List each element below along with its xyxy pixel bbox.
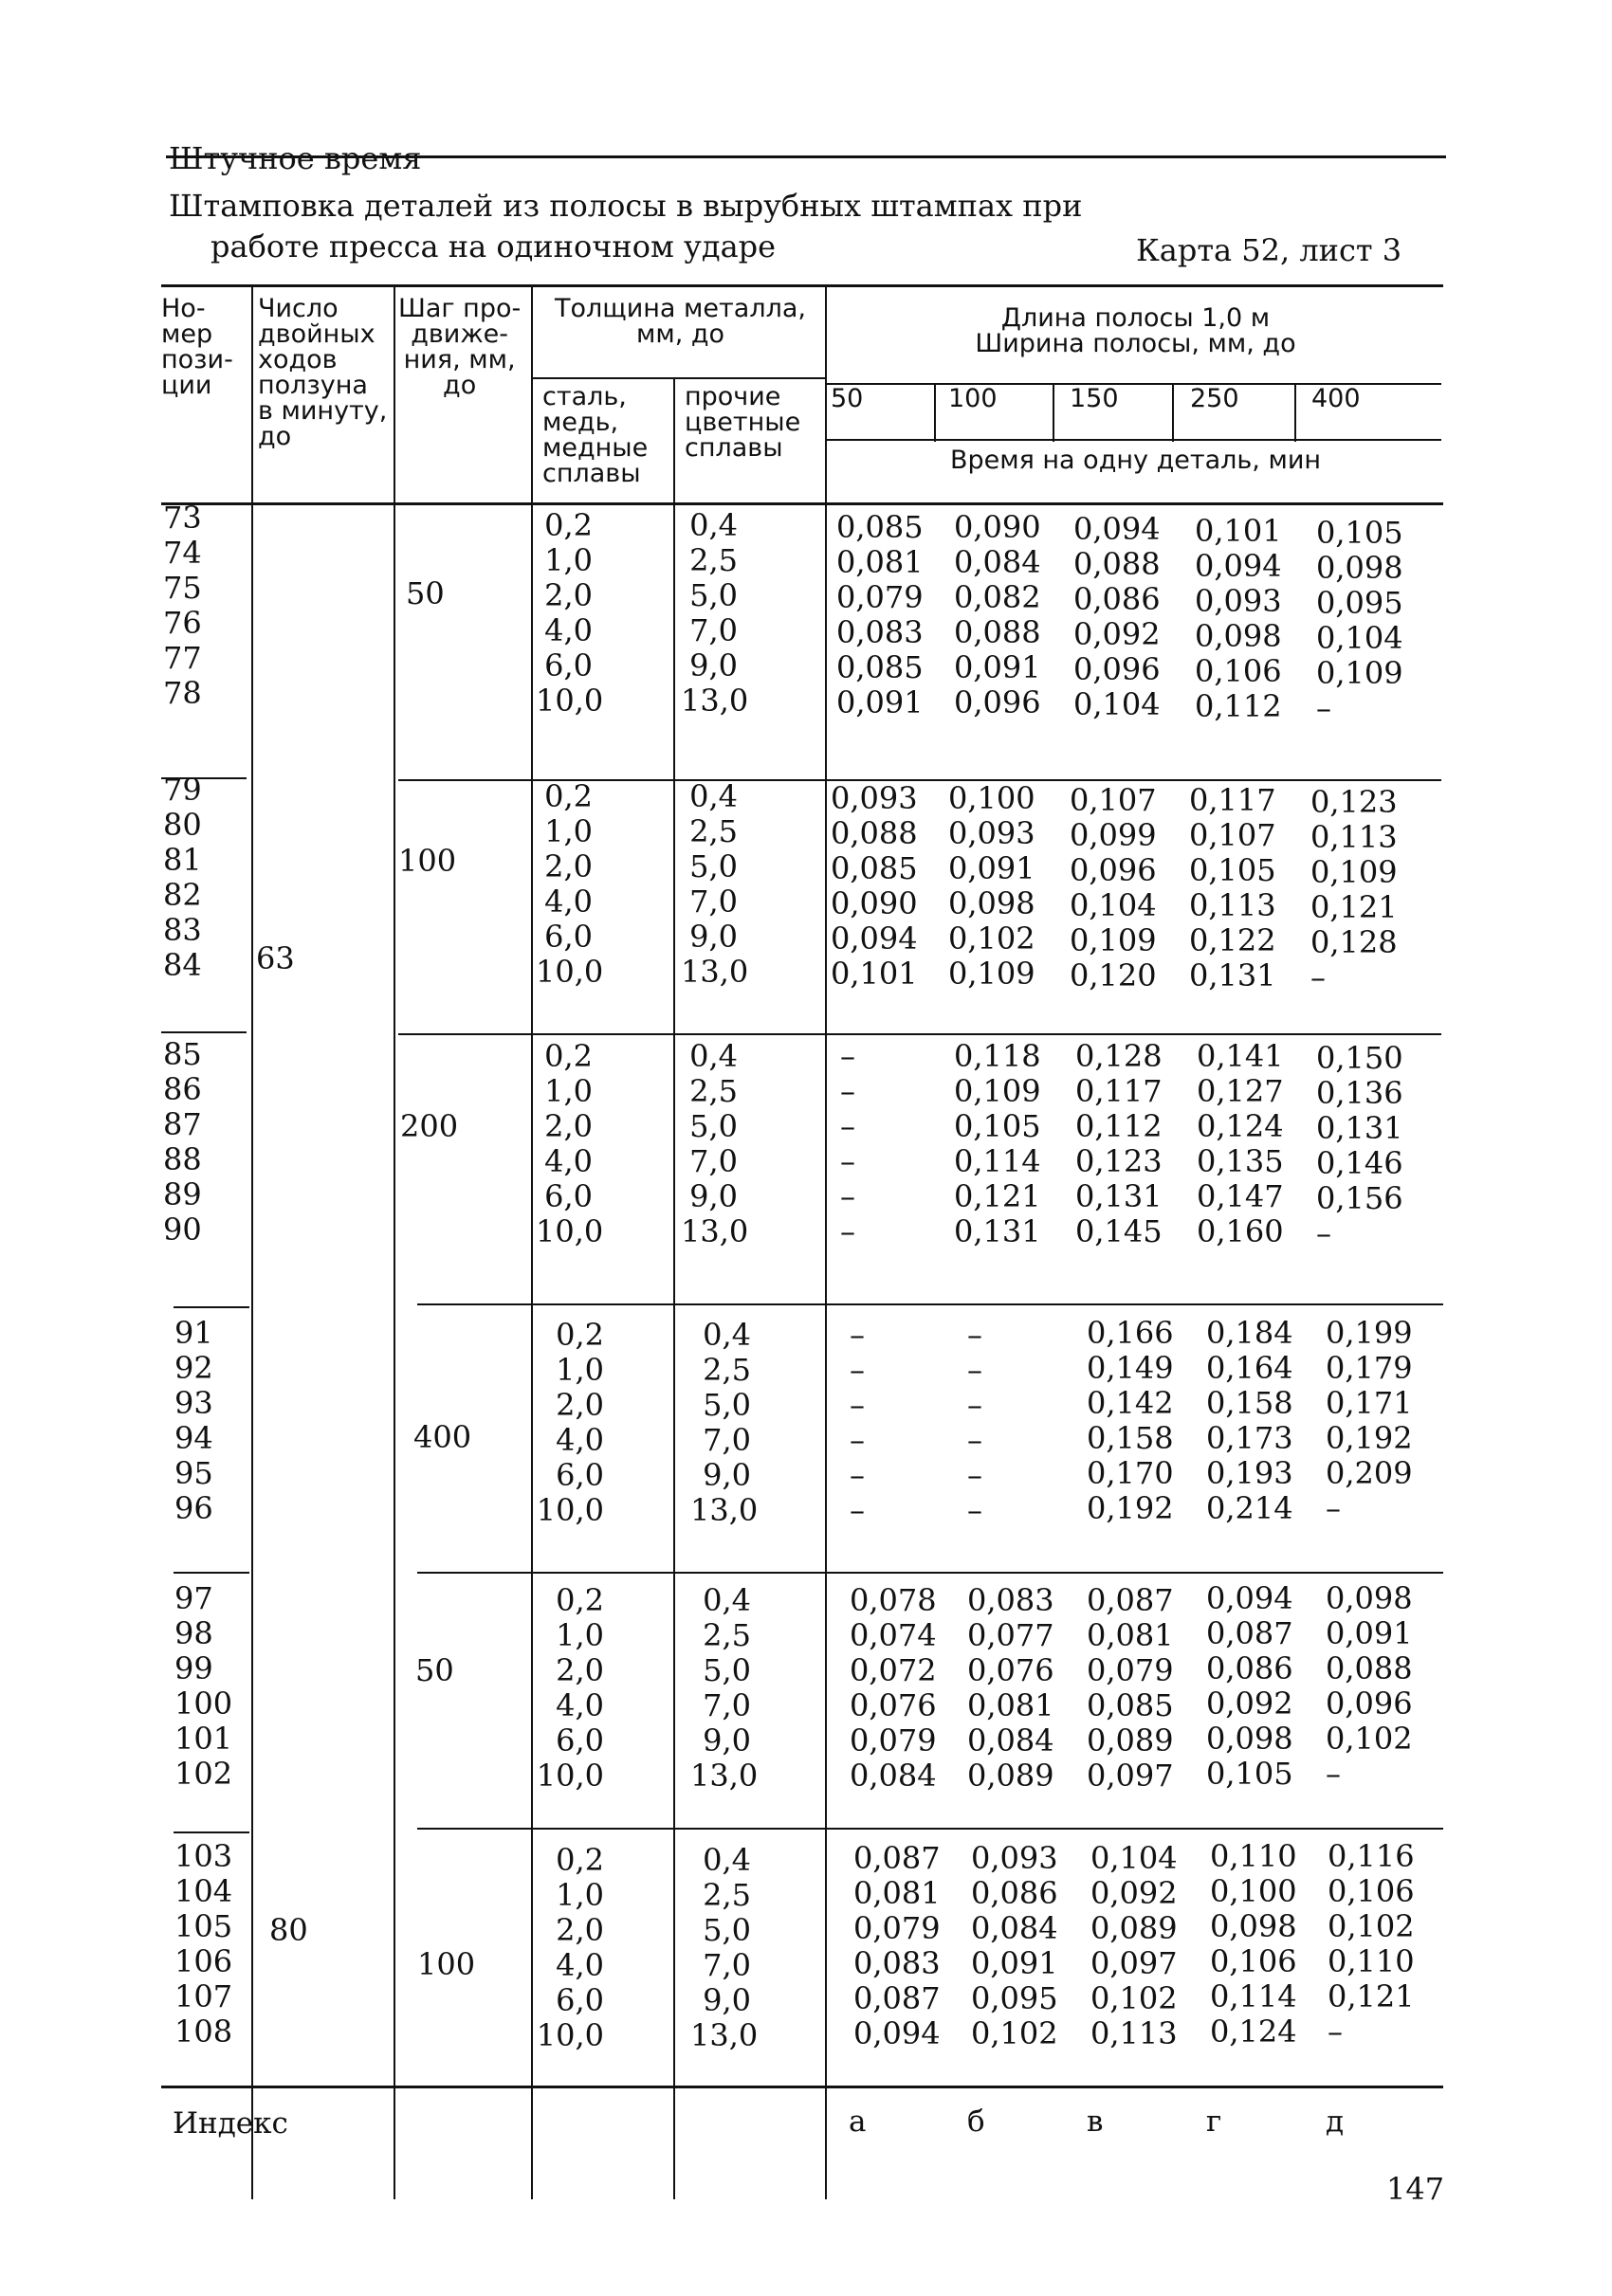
page-title: Штучное время [169, 140, 422, 176]
positions-91-96: 91 92 93 94 95 96 [174, 1315, 213, 1526]
time-d: 0,116 0,106 0,102 0,110 0,121 – [1328, 1838, 1415, 2050]
steel-thickness: 0,2 1,0 2,0 4,0 6,0 10,0 [536, 778, 604, 990]
index-d: д [1326, 2105, 1345, 2139]
time-v: 0,107 0,099 0,096 0,104 0,109 0,120 [1070, 782, 1157, 993]
time-b: 0,100 0,093 0,091 0,098 0,102 0,109 [948, 780, 1035, 992]
step-50: 50 [406, 575, 445, 611]
time-d: 0,123 0,113 0,109 0,121 0,128 – [1310, 784, 1398, 995]
time-v: 0,094 0,088 0,086 0,092 0,096 0,104 [1073, 511, 1161, 722]
col-header-length: Длина полосы 1,0 м Ширина полосы, мм, до [975, 303, 1296, 358]
time-d: 0,199 0,179 0,171 0,192 0,209 – [1326, 1315, 1413, 1526]
time-d: 0,150 0,136 0,131 0,146 0,156 – [1316, 1040, 1403, 1251]
steel-thickness: 0,2 1,0 2,0 4,0 6,0 10,0 [536, 1842, 604, 2053]
time-g: 0,101 0,094 0,093 0,098 0,106 0,112 [1195, 513, 1282, 724]
time-a: – – – – – – [850, 1317, 865, 1528]
other-thickness: 0,4 2,5 5,0 7,0 9,0 13,0 [690, 1582, 759, 1794]
time-b: 0,093 0,086 0,084 0,091 0,095 0,102 [971, 1840, 1058, 2051]
time-b: – – – – – – [967, 1317, 982, 1528]
col-header-strokes: Число двойных ходов ползуна в минуту, до [258, 294, 388, 451]
time-g: 0,110 0,100 0,098 0,106 0,114 0,124 [1210, 1838, 1297, 2050]
time-a: – – – – – – [840, 1038, 855, 1249]
time-g: 0,184 0,164 0,158 0,173 0,193 0,214 [1206, 1315, 1293, 1526]
time-b: 0,090 0,084 0,082 0,088 0,091 0,096 [954, 509, 1041, 720]
step-400: 400 [413, 1419, 472, 1455]
time-v: 0,166 0,149 0,142 0,158 0,170 0,192 [1087, 1315, 1174, 1526]
positions-73-78: 73 74 75 76 77 78 [163, 500, 202, 711]
card-number: Карта 52, лист 3 [1136, 232, 1402, 268]
other-thickness: 0,4 2,5 5,0 7,0 9,0 13,0 [681, 778, 749, 990]
col-header-other: прочие цветные сплавы [685, 382, 801, 463]
other-thickness: 0,4 2,5 5,0 7,0 9,0 13,0 [690, 1842, 759, 2053]
col-header-steel: сталь, медь, медные сплавы [542, 382, 649, 488]
positions-97-102: 97 98 99 100 101 102 [174, 1580, 233, 1792]
step-50-b: 50 [415, 1652, 454, 1688]
index-v: в [1087, 2105, 1104, 2139]
page-subtitle: Штамповка деталей из полосы в вырубных штампах при [169, 188, 1083, 224]
width-50: 50 [831, 384, 864, 413]
step-200: 200 [400, 1108, 459, 1144]
strokes-80: 80 [269, 1912, 308, 1948]
step-100-b: 100 [417, 1946, 476, 1982]
width-100: 100 [948, 384, 998, 413]
index-label: Индекс [173, 2106, 288, 2141]
other-thickness: 0,4 2,5 5,0 7,0 9,0 13,0 [681, 1038, 749, 1249]
col-header-position: Но- мер пози- ции [161, 294, 233, 400]
steel-thickness: 0,2 1,0 2,0 4,0 6,0 10,0 [536, 1317, 604, 1528]
positions-79-84: 79 80 81 82 83 84 [163, 772, 202, 983]
width-400: 400 [1311, 384, 1361, 413]
time-b: 0,118 0,109 0,105 0,114 0,121 0,131 [954, 1038, 1041, 1249]
time-a: 0,078 0,074 0,072 0,076 0,079 0,084 [850, 1582, 937, 1794]
positions-85-90: 85 86 87 88 89 90 [163, 1036, 202, 1248]
time-d: 0,105 0,098 0,095 0,104 0,109 – [1316, 515, 1403, 726]
time-v: 0,104 0,092 0,089 0,097 0,102 0,113 [1090, 1840, 1178, 2051]
positions-103-108: 103 104 105 106 107 108 [174, 1838, 233, 2050]
col-header-thickness: Толщина металла, мм, до [555, 294, 806, 349]
other-thickness: 0,4 2,5 5,0 7,0 9,0 13,0 [681, 507, 749, 719]
width-250: 250 [1190, 384, 1239, 413]
time-g: 0,094 0,087 0,086 0,092 0,098 0,105 [1206, 1580, 1293, 1792]
time-b: 0,083 0,077 0,076 0,081 0,084 0,089 [967, 1582, 1054, 1794]
time-g: 0,117 0,107 0,105 0,113 0,122 0,131 [1189, 782, 1276, 993]
index-b: б [967, 2105, 985, 2139]
steel-thickness: 0,2 1,0 2,0 4,0 6,0 10,0 [536, 507, 604, 719]
steel-thickness: 0,2 1,0 2,0 4,0 6,0 10,0 [536, 1038, 604, 1249]
time-v: 0,128 0,117 0,112 0,123 0,131 0,145 [1075, 1038, 1163, 1249]
index-a: а [849, 2105, 867, 2139]
step-100: 100 [398, 843, 457, 879]
time-a: 0,093 0,088 0,085 0,090 0,094 0,101 [831, 780, 918, 992]
col-header-time: Время на одну деталь, мин [949, 446, 1322, 475]
time-a: 0,087 0,081 0,079 0,083 0,087 0,094 [853, 1840, 941, 2051]
width-150: 150 [1070, 384, 1119, 413]
index-g: г [1206, 2105, 1222, 2139]
steel-thickness: 0,2 1,0 2,0 4,0 6,0 10,0 [536, 1582, 604, 1794]
time-v: 0,087 0,081 0,079 0,085 0,089 0,097 [1087, 1582, 1174, 1794]
time-g: 0,141 0,127 0,124 0,135 0,147 0,160 [1197, 1038, 1284, 1249]
col-header-step: Шаг про- движе- ния, мм, до [398, 294, 522, 400]
other-thickness: 0,4 2,5 5,0 7,0 9,0 13,0 [690, 1317, 759, 1528]
page-subtitle-2: работе пресса на одиночном ударе [211, 228, 777, 264]
page-number: 147 [1386, 2171, 1445, 2207]
time-a: 0,085 0,081 0,079 0,083 0,085 0,091 [836, 509, 924, 720]
time-d: 0,098 0,091 0,088 0,096 0,102 – [1326, 1580, 1413, 1792]
strokes-63: 63 [256, 940, 295, 976]
